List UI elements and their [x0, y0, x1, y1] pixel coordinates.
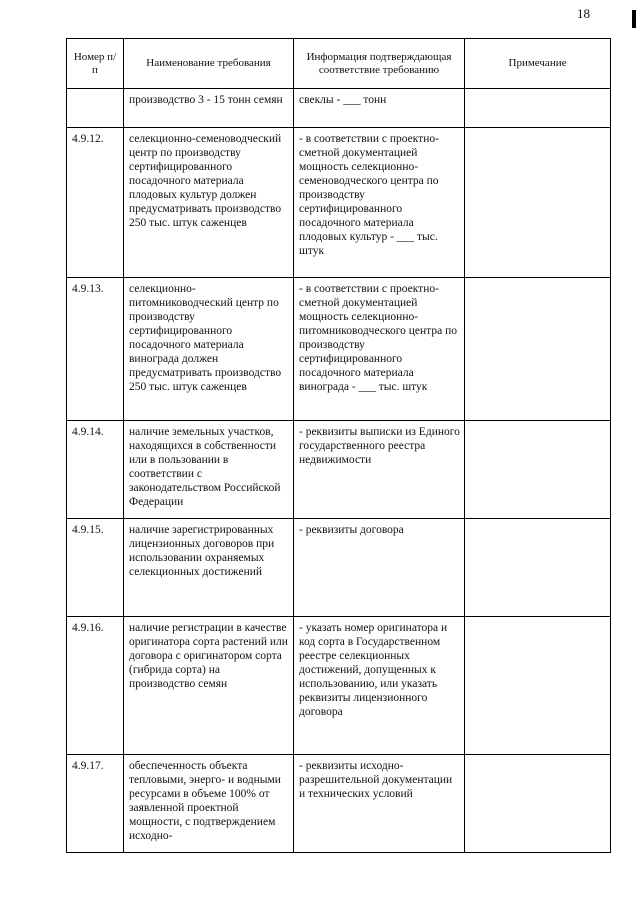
row-confirmation: - реквизиты выписки из Единого государственного реестра недвижимости — [294, 421, 465, 519]
requirements-table — [66, 38, 611, 853]
row-requirement: наличие регистрации в качестве оригинатора сорта растений или договора с оригинатором сорта (гибрида сорта) на производство семян — [124, 617, 294, 755]
table-row — [67, 755, 611, 853]
row-confirmation: - в соответствии с проектно-сметной документацией мощность селекционно-питомниководческого центра по производству сертифицированного посадочного материала винограда - ___ тыс. штук — [294, 278, 465, 421]
row-confirmation: свеклы - ___ тонн — [294, 89, 465, 128]
row-number: 4.9.12. — [67, 128, 124, 278]
header-name: Наименование требования — [124, 39, 294, 89]
row-note — [465, 617, 611, 755]
row-note — [465, 128, 611, 278]
row-confirmation: - указать номер оригинатора и код сорта в Государственном реестре селекционных достижений, допущенных к использованию, или указать реквизиты лицензионного договора — [294, 617, 465, 755]
row-requirement: селекционно-питомниководческий центр по производству сертифицированного посадочного материала винограда должен предусматривать производство 250 тыс. штук саженцев — [124, 278, 294, 421]
row-confirmation: - реквизиты исходно-разрешительной документации и технических условий — [294, 755, 465, 853]
table-row — [67, 519, 611, 617]
row-number — [67, 89, 124, 128]
table-row — [67, 128, 611, 278]
row-confirmation: - реквизиты договора — [294, 519, 465, 617]
table-row — [67, 89, 611, 128]
row-note — [465, 755, 611, 853]
row-requirement: наличие зарегистрированных лицензионных договоров при использовании охраняемых селекционных достижений — [124, 519, 294, 617]
row-number: 4.9.13. — [67, 278, 124, 421]
row-note — [465, 519, 611, 617]
row-note — [465, 278, 611, 421]
row-requirement: наличие земельных участков, находящихся в собственности или в пользовании в соответствии с законодательством Российской Федерации — [124, 421, 294, 519]
row-note — [465, 89, 611, 128]
header-number: Номер п/п — [67, 39, 124, 89]
row-number: 4.9.17. — [67, 755, 124, 853]
row-requirement: производство 3 - 15 тонн семян — [124, 89, 294, 128]
page-edge-mark — [632, 10, 636, 28]
table-row — [67, 278, 611, 421]
row-confirmation: - в соответствии с проектно-сметной документацией мощность селекционно-семеноводческого центра по производству сертифицированного посадочного материала плодовых культур - ___ тыс. штук — [294, 128, 465, 278]
header-note: Примечание — [465, 39, 611, 89]
row-requirement: обеспеченность объекта тепловыми, энерго- и водными ресурсами в объеме 100% от заявленной проектной мощности, с подтверждением исходно- — [124, 755, 294, 853]
row-requirement: селекционно-семеноводческий центр по производству сертифицированного посадочного материала плодовых культур должен предусматривать производство 250 тыс. штук саженцев — [124, 128, 294, 278]
row-number: 4.9.15. — [67, 519, 124, 617]
row-number: 4.9.14. — [67, 421, 124, 519]
table-row — [67, 421, 611, 519]
table-header-row — [67, 39, 611, 89]
row-number: 4.9.16. — [67, 617, 124, 755]
row-note — [465, 421, 611, 519]
page-number: 18 — [577, 6, 590, 21]
table-row — [67, 617, 611, 755]
header-info: Информация подтверждающая соответствие требованию — [294, 39, 465, 89]
